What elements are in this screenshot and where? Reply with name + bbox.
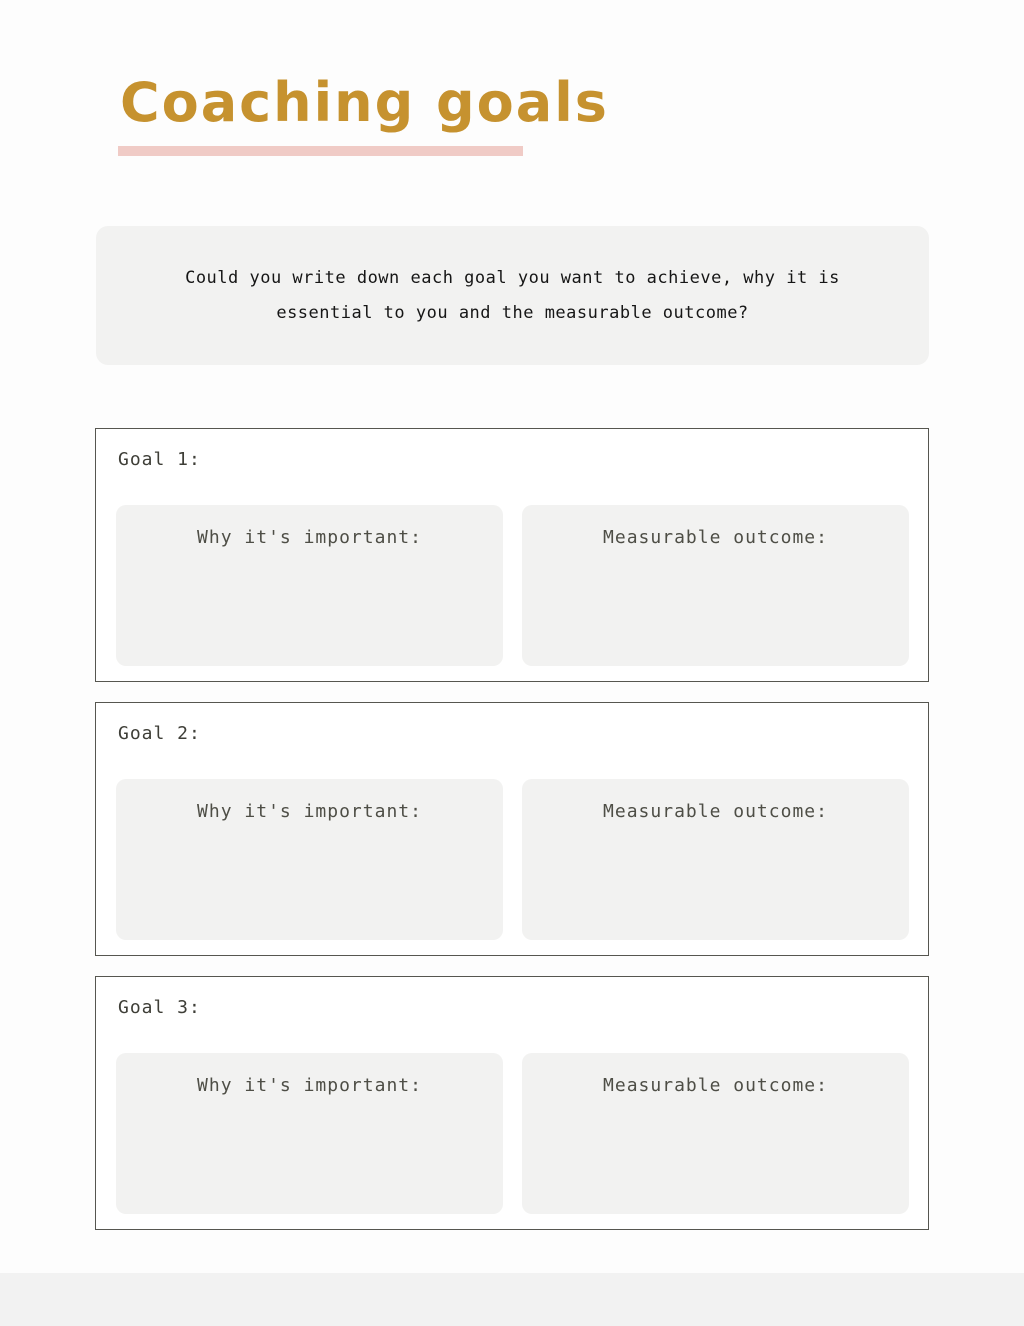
page-title: Coaching goals: [120, 71, 609, 134]
instruction-text-line-2: essential to you and the measurable outcome?: [276, 302, 749, 323]
goal-1-why-important-box[interactable]: [116, 505, 503, 666]
goal-2-why-important-label: Why it's important:: [197, 801, 422, 822]
goal-2-measurable-outcome-box[interactable]: [522, 779, 909, 940]
goal-3-section: [95, 976, 929, 1230]
instruction-card: [96, 226, 929, 365]
goal-3-measurable-outcome-label: Measurable outcome:: [603, 1075, 828, 1096]
goal-1-measurable-outcome-label: Measurable outcome:: [603, 527, 828, 548]
title-underline-accent: [118, 146, 523, 156]
goal-1-measurable-outcome-box[interactable]: [522, 505, 909, 666]
goal-3-why-important-label: Why it's important:: [197, 1075, 422, 1096]
goal-2-measurable-outcome-label: Measurable outcome:: [603, 801, 828, 822]
goal-2-label: Goal 2:: [118, 723, 201, 744]
footer-bar: [0, 1273, 1024, 1326]
goal-1-why-important-label: Why it's important:: [197, 527, 422, 548]
goal-3-label: Goal 3:: [118, 997, 201, 1018]
goal-3-why-important-box[interactable]: [116, 1053, 503, 1214]
instruction-text-line-1: Could you write down each goal you want to achieve, why it is: [185, 267, 840, 288]
goal-2-why-important-box[interactable]: [116, 779, 503, 940]
goal-1-label: Goal 1:: [118, 449, 201, 470]
goal-3-measurable-outcome-box[interactable]: [522, 1053, 909, 1214]
goal-2-section: [95, 702, 929, 956]
goal-1-section: [95, 428, 929, 682]
